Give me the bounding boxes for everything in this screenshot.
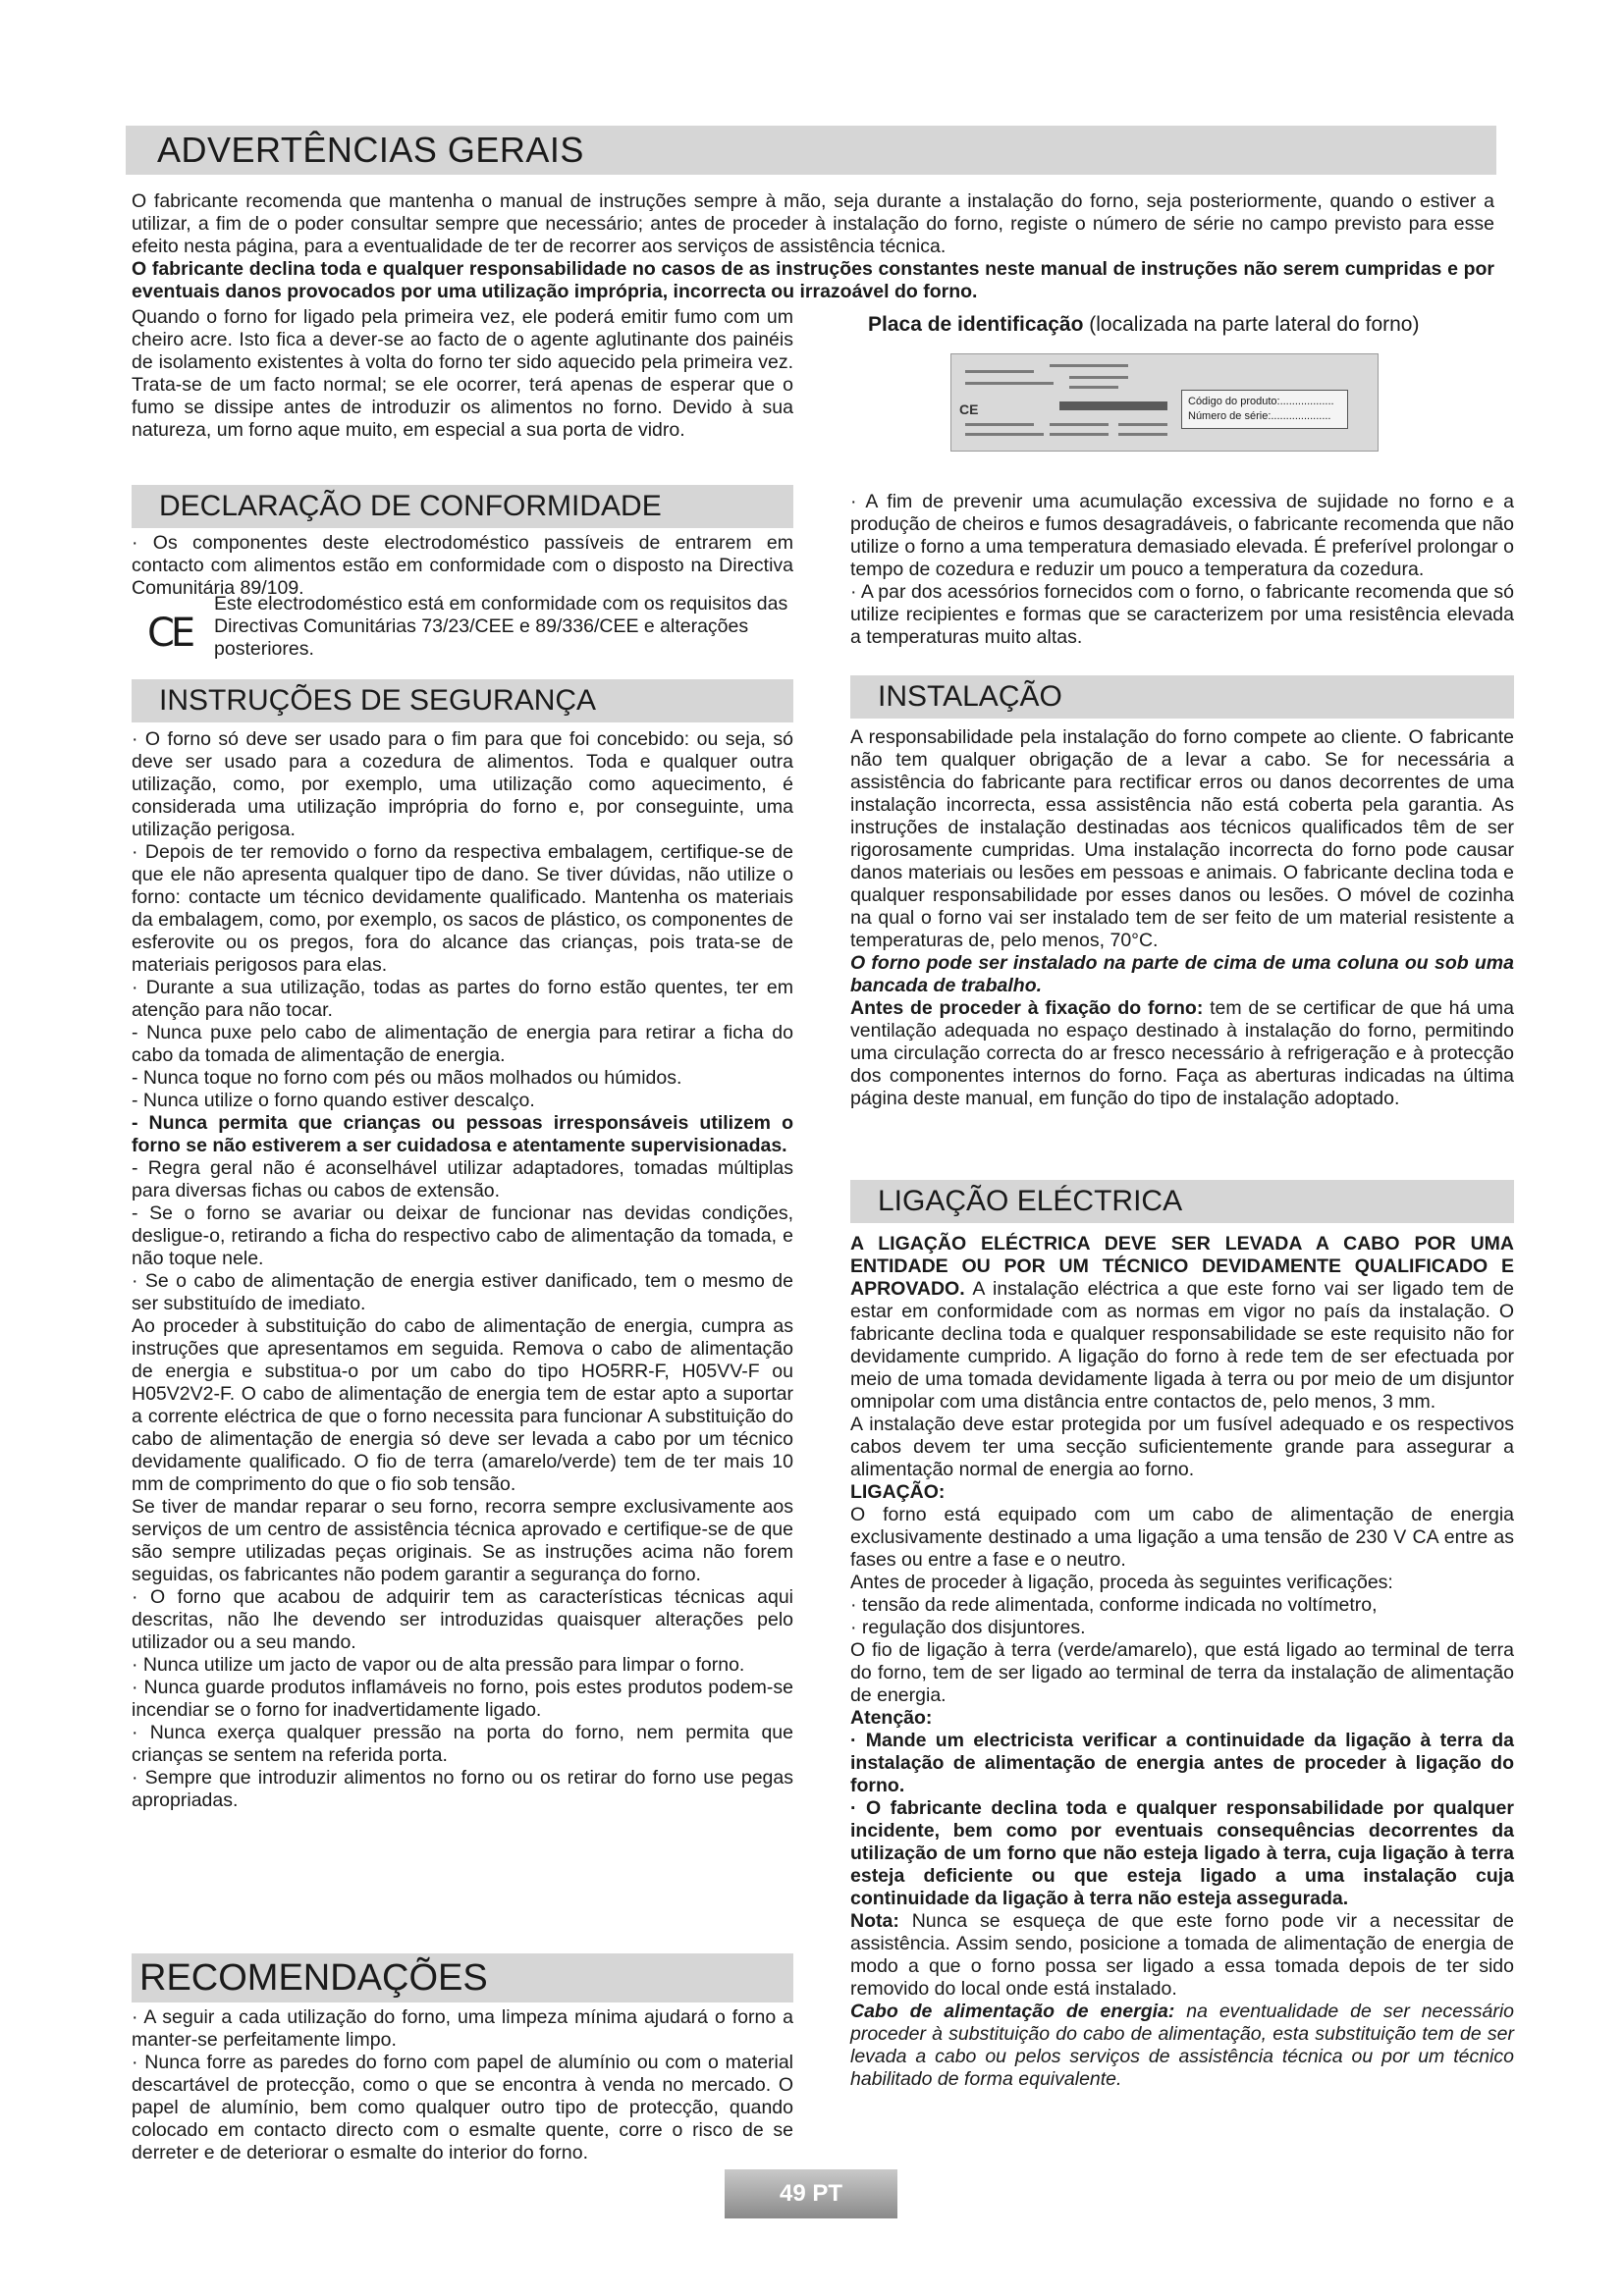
- safety-item: - Nunca utilize o forno quando estiver descalço.: [132, 1090, 535, 1111]
- safety-item: Ao proceder à substituição do cabo de alimentação de energia, cumpra as instruções que apresentamos em seguida. Remova o cabo de alimentação de energia e substitua-o por um cabo do tipo HO5RR-F, H05VV-F ou H05V2V2-F. O cabo de alimentação de energia tem de estar apto a suportar a corrente eléctrica de que o forno necessita para funcionar A substituição do cabo de alimentação de energia só deve ser levada a cabo por um técnico devidamente qualificado. O fio de terra (amarelo/verde) tem de ter mais 10 mm de comprimento do que o fio sob tensão.: [132, 1315, 793, 1495]
- recommendations-heading: RECOMENDAÇÕES: [132, 1953, 793, 2002]
- declaration-paragraph: · Os componentes deste electrodoméstico passíveis de entrarem em contacto com alimentos estão em conformidade com o disposto na Directiva Comunitária 89/109.: [132, 532, 793, 599]
- note-label: Nota:: [850, 1910, 899, 1932]
- installation-note: O forno pode ser instalado na parte de cima de uma coluna ou sob uma bancada de trabalho.: [850, 952, 1514, 996]
- connection-label: LIGAÇÃO:: [850, 1481, 946, 1503]
- intro-text: [132, 190, 1494, 303]
- installation-fixing-text: tem de se certificar de que há uma ventilação adequada no espaço destinado à instalação do forno, permitindo uma circulação correcta do ar fresco necessário à refrigeração e à protecção dos componentes internos do forno. Faça as aberturas indicadas na última página deste manual, em função do tipo de instalação adoptado.: [850, 997, 1514, 1109]
- recommendation-item: · A par dos acessórios fornecidos com o forno, o fabricante recomenda que só utilize recipientes e formas que se caracterizem por uma resistência elevada a temperaturas muito altas.: [850, 581, 1514, 648]
- electrical-check-item: · regulação dos disjuntores.: [850, 1617, 1086, 1638]
- recommendations-text: [132, 2006, 793, 2164]
- electrical-warning: · Mande um electricista verificar a continuidade da ligação à terra da instalação de alimentação de energia antes de proceder à ligação do forno.: [850, 1730, 1514, 1796]
- power-cable-text: na eventualidade de ser necessário proceder à substituição do cabo de alimentação, esta substituição tem de ser levada a cabo ou pelos serviços de assistência técnica ou por um técnico habilitado de forma equivalente.: [850, 2001, 1514, 2090]
- product-code-label: Código do produto:..................: [1188, 396, 1334, 407]
- attention-label: Atenção:: [850, 1707, 933, 1729]
- installation-paragraph: A responsabilidade pela instalação do forno compete ao cliente. O fabricante não tem qualquer obrigação de a levar a cabo. Se for necessária a assistência do fabricante para rectificar erros ou danos decorrentes de uma instalação incorrecta, essa assistência não está coberta pela garantia. As instruções de instalação destinadas aos técnicos qualificados têm de ser rigorosamente cumpridas. Uma instalação incorrecta do forno pode causar danos materiais ou lesões em pessoas e animais. O fabricante declina toda e qualquer responsabilidade por esses danos ou lesões. O móvel de cozinha na qual o forno vai ser instalado tem de ser feito de um material resistente a temperaturas de, pelo menos, 70°C.: [850, 726, 1514, 951]
- first-use-note: [132, 306, 793, 442]
- plate-ce-mark: CE: [959, 401, 979, 417]
- recommendation-item: · Nunca forre as paredes do forno com papel de alumínio ou com o material descartável de protecção, como o que se encontra à venda no mercado. O papel de alumínio, bem como qualquer outro tipo de protecção, quando colocado em contacto directo com o esmalte quente, corre o risco de se derreter e de deteriorar o esmalte do interior do forno.: [132, 2052, 793, 2163]
- electrical-intro-paragraph: [850, 1233, 1514, 1414]
- page-number: 49 PT: [725, 2169, 897, 2218]
- identification-plate-image: [950, 353, 1379, 452]
- intro-paragraph: O fabricante recomenda que mantenha o manual de instruções sempre à mão, seja durante a instalação do forno, seja posteriormente, quando o estiver a utilizar, a fim de o poder consultar sempre que necessário; antes de proceder à instalação do forno, registe o número de série no campo previsto para esse efeito nesta página, para a eventualidade de ter de recorrer aos serviços de assistência técnica.: [132, 190, 1494, 257]
- recommendation-item: · A fim de prevenir uma acumulação excessiva de sujidade no forno e a produção de cheiros e fumos desagradáveis, o fabricante recomenda que não utilize o forno a uma temperatura demasiado elevada. É preferível prolongar o tempo de cozedura e reduzir um pouco a temperatura da cozedura.: [850, 491, 1514, 580]
- safety-item: · Nunca utilize um jacto de vapor ou de alta pressão para limpar o forno.: [132, 1654, 745, 1676]
- page-title: ADVERTÊNCIAS GERAIS: [126, 126, 1496, 175]
- intro-disclaimer: O fabricante declina toda e qualquer responsabilidade no casos de as instruções constantes neste manual de instruções não serem cumpridas e por eventuais danos provocados por uma utilização imprópria, incorrecta ou irrazoável do forno.: [132, 258, 1494, 302]
- safety-warning: - Nunca permita que crianças ou pessoas irresponsáveis utilizem o forno se não estiverem a ser cuidadosa e atentamente supervisionadas.: [132, 1112, 793, 1156]
- safety-item: · Durante a sua utilização, todas as partes do forno estão quentes, ter em atenção para não tocar.: [132, 977, 793, 1021]
- declaration-directives-paragraph: Este electrodoméstico está em conformidade com os requisitos das Directivas Comunitárias 73/23/CEE e 89/336/CEE e alterações posteriores.: [214, 593, 788, 660]
- recommendations-text-continued: [850, 491, 1514, 649]
- installation-heading: INSTALAÇÃO: [850, 675, 1514, 719]
- power-cable-paragraph: [850, 2001, 1514, 2091]
- safety-item: · Depois de ter removido o forno da respectiva embalagem, certifique-se de que ele não apresenta qualquer tipo de dano. Se tiver dúvidas, não utilize o forno: contacte um técnico devidamente qualificado. Mantenha os materiais da embalagem, como, por exemplo, os sacos de plástico, os componentes de esferovite ou os pregos, fora do alcance das crianças, pois trata-se de materiais perigosos para elas.: [132, 841, 793, 976]
- electrical-paragraph: O forno está equipado com um cabo de alimentação de energia exclusivamente destinado a uma ligação a uma tensão de 230 V CA entre as fases ou entre a fase e o neutro.: [850, 1504, 1514, 1571]
- electrical-text: [850, 1233, 1514, 2091]
- declaration-heading: DECLARAÇÃO DE CONFORMIDADE: [132, 485, 793, 528]
- electrical-paragraph: A instalação deve estar protegida por um fusível adequado e os respectivos cabos devem ter uma secção suficientemente grande para assegurar a alimentação normal de energia ao forno.: [850, 1414, 1514, 1480]
- plate-code-box: [1181, 390, 1348, 429]
- safety-item: - Regra geral não é aconselhável utilizar adaptadores, tomadas múltiplas para diversas fichas ou cabos de extensão.: [132, 1157, 793, 1201]
- electrical-paragraph: O fio de ligação à terra (verde/amarelo), que está ligado ao terminal de terra do forno, tem de ser ligado ao terminal de terra da instalação de alimentação de energia.: [850, 1639, 1514, 1706]
- serial-number-label: Número de série:....................: [1188, 410, 1331, 422]
- installation-fixing-label: Antes de proceder à fixação do forno:: [850, 997, 1204, 1019]
- electrical-heading: LIGAÇÃO ELÉCTRICA: [850, 1180, 1514, 1223]
- electrical-check-item: · tensão da rede alimentada, conforme indicada no voltímetro,: [850, 1594, 1378, 1616]
- safety-item: - Nunca toque no forno com pés ou mãos molhados ou húmidos.: [132, 1067, 682, 1089]
- declaration-text: [132, 532, 793, 600]
- electrical-paragraph: Antes de proceder à ligação, proceda às seguintes verificações:: [850, 1572, 1393, 1593]
- first-use-paragraph: Quando o forno for ligado pela primeira vez, ele poderá emitir fumo com um cheiro acre. Isto fica a dever-se ao facto de o agente aglutinante dos painéis de isolamento existentes à volta do forno ter sido aquecido pela primeira vez. Trata-se de um facto normal; se ele ocorrer, terá apenas de esperar que o fumo se dissipe antes de introduzir os alimentos no forno. Devido à sua natureza, um forno aque muito, em especial a sua porta de vidro.: [132, 306, 793, 441]
- electrical-warning: · O fabricante declina toda e qualquer responsabilidade por qualquer incidente, bem como por eventuais consequências decorrentes da utilização de um forno que não esteja ligado à terra, cuja ligação à terra esteja deficiente ou que esteja ligado a uma instalação cuja continuidade da ligação à terra não esteja assegurada.: [850, 1797, 1514, 1909]
- note-text: Nunca se esqueça de que este forno pode vir a necessitar de assistência. Assim sendo, posicione a tomada de alimentação de energia de modo a que o forno possa ser ligado a essa tomada depois de ter sido removido do local onde está instalado.: [850, 1910, 1514, 2000]
- safety-item: · Se o cabo de alimentação de energia estiver danificado, tem o mesmo de ser substituído de imediato.: [132, 1270, 793, 1314]
- safety-item: · Nunca guarde produtos inflamáveis no forno, pois estes produtos podem-se incendiar se o forno for inadvertidamente ligado.: [132, 1677, 793, 1721]
- safety-item: - Se o forno se avariar ou deixar de funcionar nas devidas condições, desligue-o, retirando a ficha do respectivo cabo de alimentação da tomada, e não toque nele.: [132, 1202, 793, 1269]
- power-cable-label: Cabo de alimentação de energia:: [850, 2001, 1175, 2022]
- plate-caption-title: Placa de identificação: [868, 313, 1084, 336]
- electrical-intro-text: A instalação eléctrica a que este forno vai ser ligado tem de estar em conformidade com as normas em vigor no país da instalação. O fabricante declina toda e qualquer responsabilidade se este requisito não for devidamente cumprido. A ligação do forno à rede tem de ser efectuada por meio de uma tomada devidamente ligada à terra ou por meio de um disjuntor omnipolar com uma distância entre contactos de, pelo menos, 3 mm.: [850, 1278, 1514, 1413]
- installation-text: [850, 726, 1514, 1110]
- safety-item: · Nunca exerça qualquer pressão na porta do forno, nem permita que crianças se sentem na referida porta.: [132, 1722, 793, 1766]
- safety-item: - Nunca puxe pelo cabo de alimentação de energia para retirar a ficha do cabo da tomada de alimentação de energia.: [132, 1022, 793, 1066]
- safety-heading: INSTRUÇÕES DE SEGURANÇA: [132, 679, 793, 722]
- safety-item: · O forno que acabou de adquirir tem as características técnicas aqui descritas, não lhe devendo ser introduzidas quaisquer alterações pelo utilizador ou a seu mando.: [132, 1586, 793, 1653]
- plate-caption-note: (localizada na parte lateral do forno): [1083, 313, 1420, 336]
- safety-item: Se tiver de mandar reparar o seu forno, recorra sempre exclusivamente aos serviços de um centro de assistência técnica aprovado e certifique-se de que são sempre utilizadas peças originais. Se as instruções acima não forem seguidas, os fabricantes não podem garantir a segurança do forno.: [132, 1496, 793, 1585]
- safety-item: · Sempre que introduzir alimentos no forno ou os retirar do forno use pegas apropriadas.: [132, 1767, 793, 1811]
- declaration-directives: [214, 593, 793, 661]
- plate-caption: [868, 312, 1496, 338]
- electrical-note-paragraph: [850, 1910, 1514, 2001]
- electrical-intro-label: A LIGAÇÃO ELÉCTRICA DEVE SER LEVADA A CABO POR UMA ENTIDADE OU POR UM TÉCNICO DEVIDAMENTE QUALIFICADO E APROVADO.: [850, 1233, 1514, 1300]
- recommendation-item: · A seguir a cada utilização do forno, uma limpeza mínima ajudará o forno a manter-se perfeitamente limpo.: [132, 2006, 793, 2051]
- installation-fixing-paragraph: [850, 997, 1514, 1110]
- safety-item: · O forno só deve ser usado para o fim para que foi concebido: ou seja, só deve ser usado para a cozedura de alimentos. Toda e qualquer outra utilização, como, por exemplo, uma utilização como aquecimento, é considerada uma utilização imprópria do forno e, por conseguinte, uma utilização perigosa.: [132, 728, 793, 840]
- safety-text: [132, 728, 793, 1812]
- ce-mark: CE: [147, 611, 192, 656]
